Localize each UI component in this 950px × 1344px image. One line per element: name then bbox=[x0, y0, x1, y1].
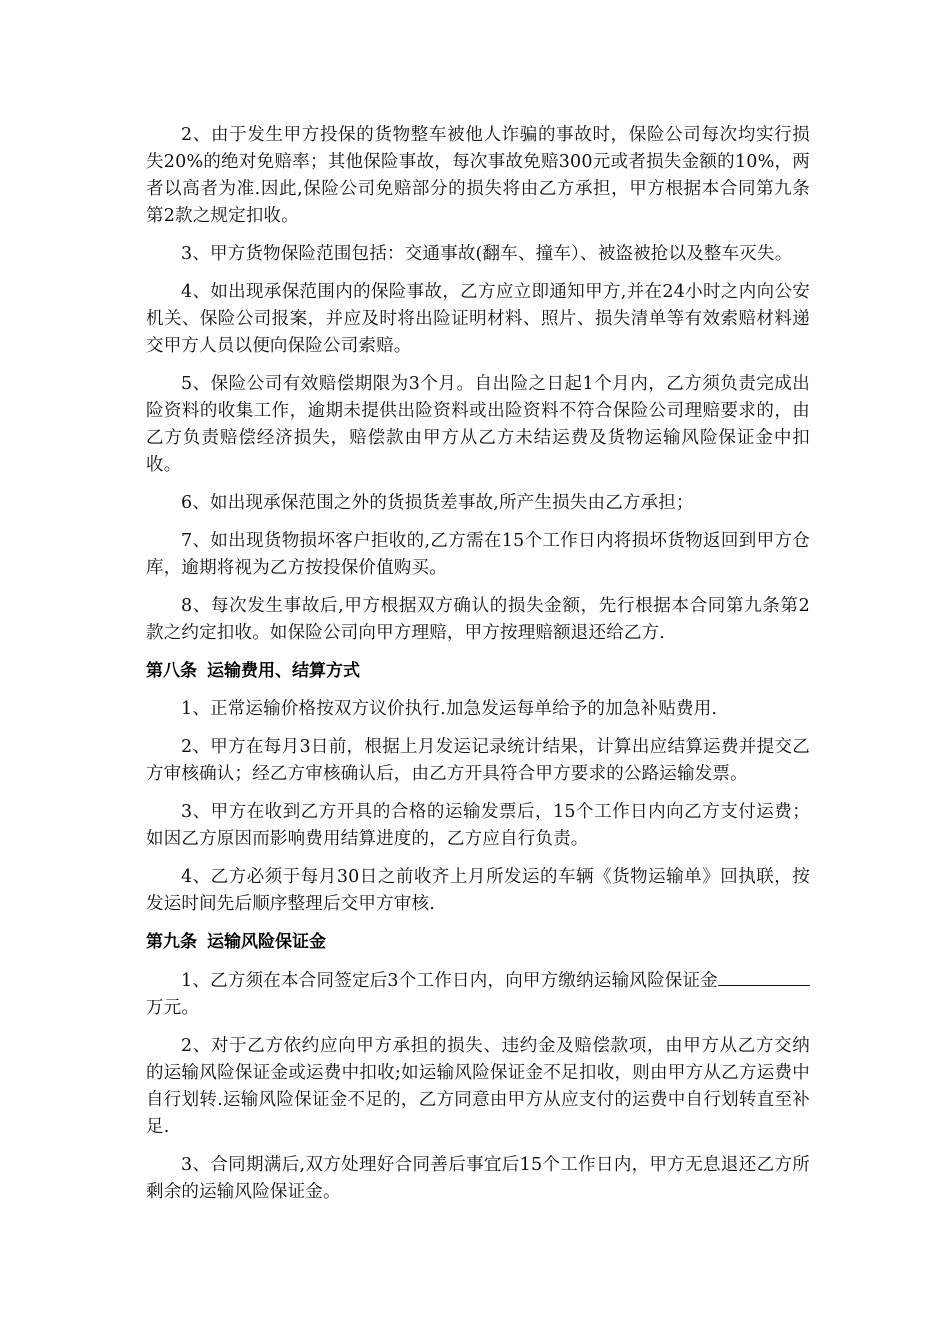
clause-9-1-text: 1、乙方须在本合同签定后3个工作日内，向甲方缴纳运输风险保证金 bbox=[181, 971, 718, 991]
section-9-heading bbox=[146, 929, 810, 956]
clause-7-8: 8、每次发生事故后,甲方根据双方确认的损失金额，先行根据本合同第九条第2款之约定扣收。如保险公司向甲方理赔，甲方按理赔额退还给乙方. bbox=[146, 596, 810, 643]
clause-7-5: 5、保险公司有效赔偿期限为3个月。自出险之日起1个月内，乙方须负责完成出险资料的收集工作，逾期未提供出险资料或出险资料不符合保险公司理赔要求的，由乙方负责赔偿经济损失，赔偿款由甲方从乙方未结运费及货物运输风险保证金中扣收。 bbox=[146, 374, 810, 475]
clause-7-3: 3、甲方货物保险范围包括：交通事故(翻车、撞车）、被盗被抢以及整车灭失。 bbox=[181, 244, 793, 264]
clause-8-1: 1、正常运输价格按双方议价执行.加急发运每单给予的加急补贴费用. bbox=[181, 699, 718, 719]
section-9-number: 第九条 bbox=[146, 932, 197, 952]
clause-7-7: 7、如出现货物损坏客户拒收的,乙方需在15个工作日内将损坏货物返回到甲方仓库，逾期将视为乙方按投保价值购买。 bbox=[146, 531, 810, 578]
section-9-title: 运输风险保证金 bbox=[207, 932, 326, 952]
section-8-title: 运输费用、结算方式 bbox=[207, 661, 360, 681]
clause-7-2: 2、由于发生甲方投保的货物整车被他人诈骗的事故时，保险公司每次均实行损失20%的绝对免赔率；其他保险事故，每次事故免赔300元或者损失金额的10%，两者以高者为准.因此,保险公司免赔部分的损失将由乙方承担，甲方根据本合同第九条第2款之规定扣收。 bbox=[146, 125, 810, 226]
clause-9-2: 2、对于乙方依约应向甲方承担的损失、违约金及赔偿款项，由甲方从乙方交纳的运输风险保证金或运费中扣收;如运输风险保证金不足扣收，则由甲方从乙方运费中自行划转.运输风险保证金不足的，乙方同意由甲方从应支付的运费中自行划转直至补足. bbox=[146, 1036, 810, 1137]
clause-8-3: 3、甲方在收到乙方开具的合格的运输发票后，15个工作日内向乙方支付运费；如因乙方原因而影响费用结算进度的，乙方应自行负责。 bbox=[146, 802, 810, 849]
section-8-number: 第八条 bbox=[146, 661, 197, 681]
clause-7-4: 4、如出现承保范围内的保险事故，乙方应立即通知甲方,并在24小时之内向公安机关、保险公司报案，并应及时将出险证明材料、照片、损失清单等有效索赔材料递交甲方人员以便向保险公司索赔。 bbox=[146, 282, 810, 356]
document-page bbox=[146, 122, 810, 1217]
clause-9-3: 3、合同期满后,双方处理好合同善后事宜后15个工作日内，甲方无息退还乙方所剩余的运输风险保证金。 bbox=[146, 1155, 810, 1202]
section-8-heading bbox=[146, 658, 810, 685]
clause-9-1 bbox=[146, 967, 810, 1022]
clause-9-1-suffix: 万元。 bbox=[146, 998, 200, 1018]
clause-8-2: 2、甲方在每月3日前，根据上月发运记录统计结果，计算出应结算运费并提交乙方审核确认；经乙方审核确认后，由乙方开具符合甲方要求的公路运输发票。 bbox=[146, 737, 810, 784]
clause-7-6: 6、如出现承保范围之外的货损货差事故,所产生损失由乙方承担； bbox=[181, 493, 694, 513]
deposit-amount-blank[interactable] bbox=[718, 967, 810, 986]
clause-8-4: 4、乙方必须于每月30日之前收齐上月所发运的车辆《货物运输单》回执联，按发运时间先后顺序整理后交甲方审核. bbox=[146, 867, 810, 914]
